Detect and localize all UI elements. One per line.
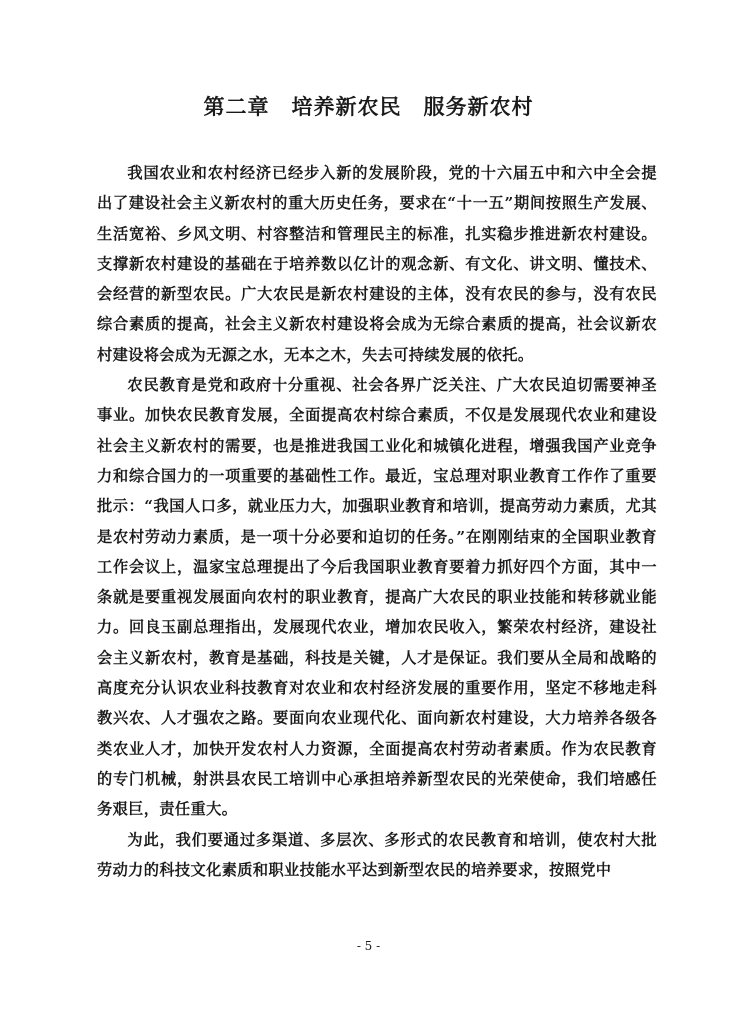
page-number: - 5 - — [356, 939, 381, 953]
body-text — [97, 158, 657, 885]
paragraph: 农民教育是党和政府十分重视、社会各界广泛关注、广大农民迫切需要神圣事业。加快农民教育发展，全面提高农村综合素质，不仅是发展现代农业和建设社会主义新农村的需要，也是推进我国工业化和城镇化进程，增强我国产业竞争力和综合国力的一项重要的基础性工作。最近，宝总理对职业教育工作作了重要批示：“我国人口多，就业压力大，加强职业教育和培训，提高劳动力素质，尤其是农村劳动力素质，是一项十分必要和迫切的任务。”在刚刚结束的全国职业教育工作会议上，温家宝总理提出了今后我国职业教育要着力抓好四个方面，其中一条就是要重视发展面向农村的职业教育，提高广大农民的职业技能和转移就业能力。回良玉副总理指出，发展现代农业，增加农民收入，繁荣农村经济，建设社会主义新农村，教育是基础，科技是关键，人才是保证。我们要从全局和战略的高度充分认识农业科技教育对农业和农村经济发展的重要作用，坚定不移地走科教兴农、人才强农之路。要面向农业现代化、面向新农村建设，大力培养各级各类农业人才，加快开发农村人力资源，全面提高农村劳动者素质。作为农民教育的专门机械，射洪县农民工培训中心承担培养新型农民的光荣使命，我们培感任务艰巨，责任重大。 — [97, 376, 657, 819]
chapter-title: 第二章 培养新农民 服务新农村 — [203, 94, 534, 119]
paragraph: 为此，我们要通过多渠道、多层次、多形式的农民教育和培训，使农村大批劳动力的科技文化素质和职业技能水平达到新型农民的培养要求，按照党中 — [97, 830, 657, 879]
paragraph: 我国农业和农村经济已经步入新的发展阶段，党的十六届五中和六中全会提出了建设社会主义新农村的重大历史任务，要求在“十一五”期间按照生产发展、生活宽裕、乡风文明、村容整洁和管理民主的标准，扎实稳步推进新农村建设。支撑新农村建设的基础在于培养数以亿计的观念新、有文化、讲文明、懂技术、会经营的新型农民。广大农民是新农村建设的主体，没有农民的参与，没有农民综合素质的提高，社会主义新农村建设将会成为无综合素质的提高，社会议新农村建设将会成为无源之水，无本之木，失去可持续发展的依托。 — [97, 164, 657, 364]
